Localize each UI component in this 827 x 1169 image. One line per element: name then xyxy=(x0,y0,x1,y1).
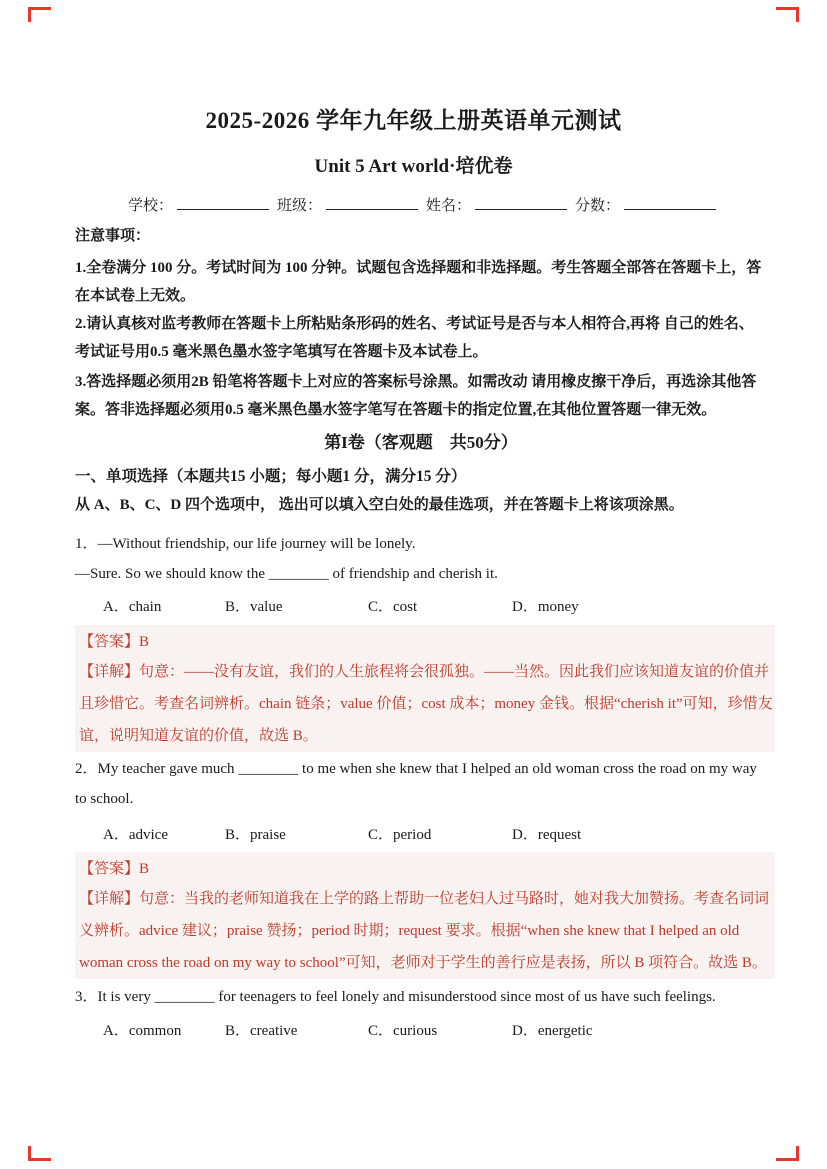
name-field-label: 姓名： xyxy=(426,198,472,214)
part-instruction: 从 A、B、C、D 四个选项中， 选出可以填入空白处的最佳选项，并在答题卡上将该项涂黑。 xyxy=(75,497,684,513)
option-d: D．energetic xyxy=(512,1023,593,1039)
option-b: B．value xyxy=(225,599,283,615)
answer-line xyxy=(79,855,769,883)
answer-label: 【答案】 xyxy=(79,861,140,877)
crop-corner-bottom-right-icon xyxy=(776,1146,799,1161)
notice-heading: 注意事项： xyxy=(75,228,151,244)
option-a: A．common xyxy=(103,1023,182,1039)
question-text-line: —Sure. So we should know the ________ of friendship and cherish it. xyxy=(75,566,498,582)
question-3 xyxy=(75,982,767,1046)
header-fields xyxy=(0,195,827,215)
page-title: 2025-2026 学年九年级上册英语单元测试 xyxy=(205,108,622,133)
score-blank-line xyxy=(624,195,716,210)
options-row xyxy=(75,820,767,850)
notice-paragraph-1 xyxy=(75,254,767,310)
answer-line xyxy=(79,628,769,656)
analysis-line: 【详解】句意：当我的老师知道我在上学的路上帮助一位老妇人过马路时，她对我大加赞扬。考查名词词 xyxy=(79,891,770,907)
analysis-line: 义辨析。advice 建议；praise 赞扬；period 时期；request 要求。根据“when she knew that I helped an old xyxy=(79,923,740,939)
paper-body xyxy=(0,224,827,1046)
notice-line: 在本试卷上无效。 xyxy=(75,288,196,304)
analysis-line: 谊，说明知道友谊的价值，故选 B。 xyxy=(79,728,318,744)
option-c: C．cost xyxy=(368,599,418,615)
options-row xyxy=(75,592,767,622)
notice-line: 1.全卷满分 100 分。考试时间为 100 分钟。试题包含选择题和非选择题。考生答题全部答在答题卡上，答 xyxy=(75,260,762,276)
option-b: B．creative xyxy=(225,1023,298,1039)
notice-line: 3.答选择题必须用2B 铅笔将答题卡上对应的答案标号涂黑。如需改动 请用橡皮擦干净后，再选涂其他答 xyxy=(75,374,757,390)
notice-paragraph-2 xyxy=(75,310,767,366)
notice-line: 考试证号用0.5 毫米黑色墨水签字笔填写在答题卡及本试卷上。 xyxy=(75,344,488,360)
page-subtitle: Unit 5 Art world·培优卷 xyxy=(314,156,513,177)
question-text-line: to school. xyxy=(75,791,134,807)
option-d: D．request xyxy=(512,827,582,843)
notice-paragraph-3 xyxy=(75,368,767,424)
crop-corner-top-right-icon xyxy=(776,7,799,22)
option-c: C．curious xyxy=(368,1023,438,1039)
option-a: A．chain xyxy=(103,599,162,615)
analysis-line: 且珍惜它。考查名词辨析。chain 链条；value 价值；cost 成本；money 金钱。根据“cherish it”可知，珍惜友 xyxy=(79,696,773,712)
question-text-line: 1．—Without friendship, our life journey will be lonely. xyxy=(75,536,416,552)
notice-line: 2.请认真核对监考教师在答题卡上所粘贴条形码的姓名、考试证号是否与本人相符合,再将 自己的姓名、 xyxy=(75,316,754,332)
part-heading: 一、单项选择（本题共15 小题；每小题1 分，满分15 分） xyxy=(75,468,467,485)
answer-analysis-block xyxy=(75,852,775,979)
answer-value: B xyxy=(139,861,150,877)
option-d: D．money xyxy=(512,599,579,615)
score-field-label: 分数： xyxy=(575,198,621,214)
answer-value: B xyxy=(139,634,150,650)
question-text-line: 3．It is very ________ for teenagers to feel lonely and misunderstood since most of us have such feelings. xyxy=(75,989,716,1005)
notice-line: 案。答非选择题必须用0.5 毫米黑色墨水签字笔写在答题卡的指定位置,在其他位置答题一律无效。 xyxy=(75,402,717,418)
option-a: A．advice xyxy=(103,827,168,843)
class-blank-line xyxy=(326,195,418,210)
answer-label: 【答案】 xyxy=(79,634,140,650)
class-field-label: 班级： xyxy=(277,198,323,214)
analysis-line: woman cross the road on my way to school”可知，老师对于学生的善行应是表扬，所以 B 项符合。故选 B。 xyxy=(79,955,767,971)
options-row xyxy=(75,1016,767,1046)
question-2 xyxy=(75,754,770,979)
question-text-line: 2．My teacher gave much ________ to me when she knew that I helped an old woman cross the road on my way xyxy=(75,761,757,777)
question-1 xyxy=(75,529,773,752)
answer-analysis-block xyxy=(75,625,775,752)
name-blank-line xyxy=(475,195,567,210)
school-blank-line xyxy=(177,195,269,210)
crop-corner-bottom-left-icon xyxy=(28,1146,51,1161)
crop-corner-top-left-icon xyxy=(28,7,51,22)
section-heading: 第I卷（客观题 共50分） xyxy=(324,433,518,452)
option-b: B．praise xyxy=(225,827,286,843)
school-field-label: 学校： xyxy=(128,198,174,214)
analysis-line: 【详解】句意：——没有友谊，我们的人生旅程将会很孤独。——当然。因此我们应该知道友谊的价值并 xyxy=(79,664,770,680)
option-c: C．period xyxy=(368,827,432,843)
